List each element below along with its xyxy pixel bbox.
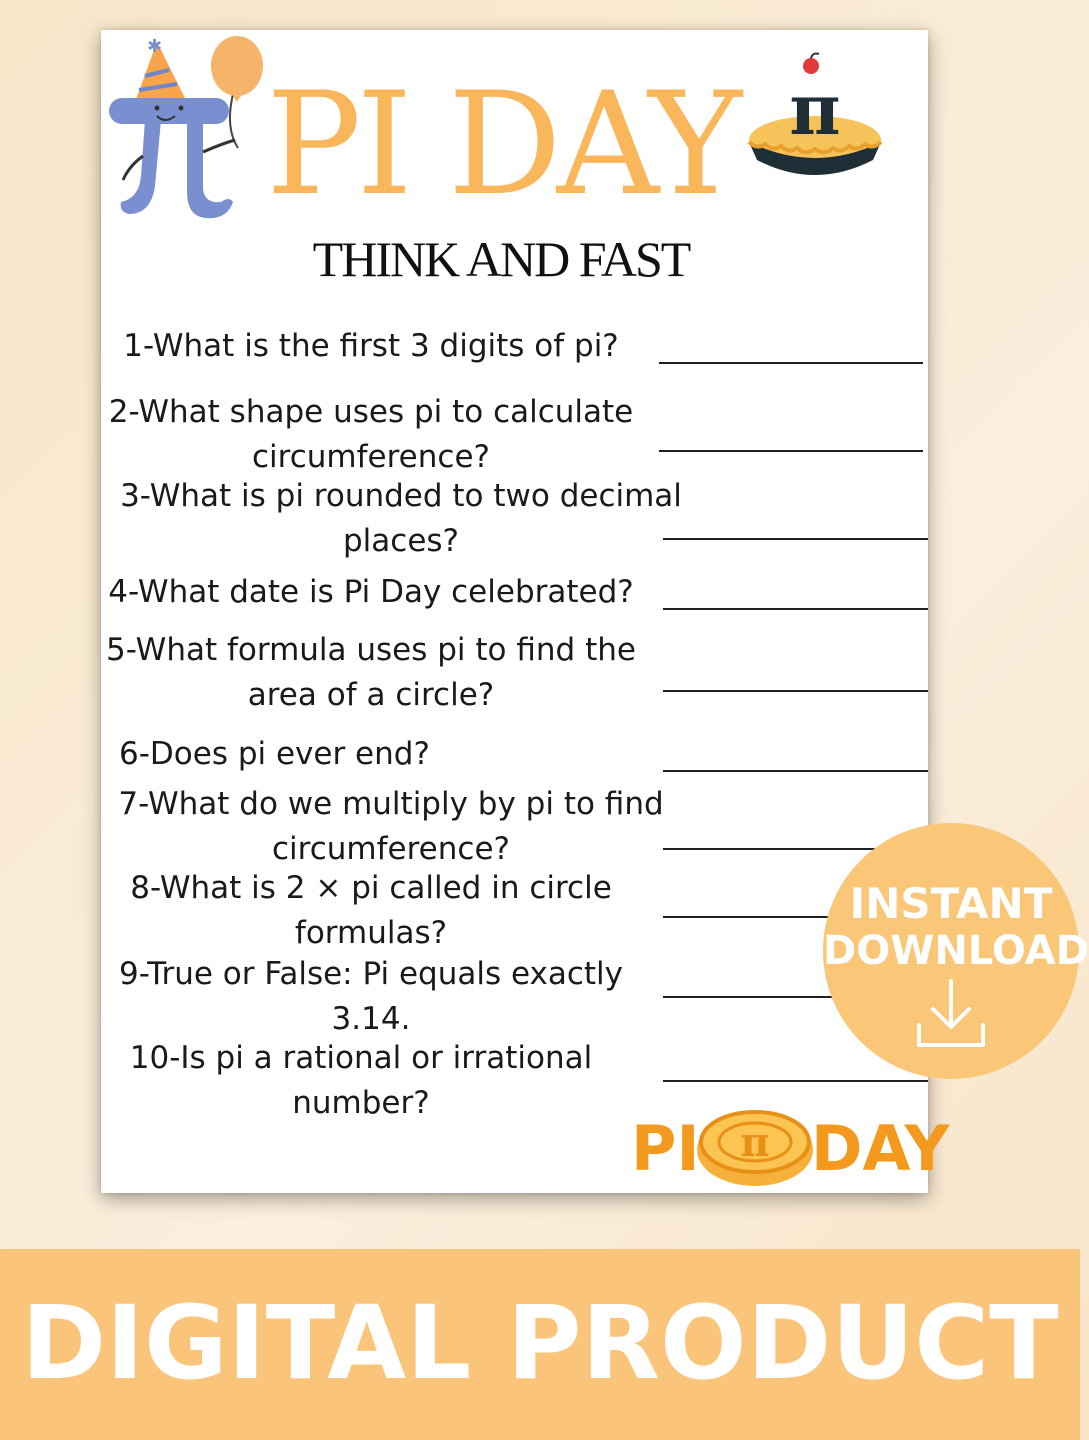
question-4 xyxy=(101,570,641,615)
pi-day-logo xyxy=(627,1098,950,1194)
answer-line-2[interactable] xyxy=(659,450,923,452)
question-3 xyxy=(101,474,701,564)
question-text: 7-What do we multiply by pi to find xyxy=(118,786,664,822)
question-text: 3.14. xyxy=(331,1001,411,1037)
question-2 xyxy=(101,390,641,480)
answer-line-4[interactable] xyxy=(663,608,928,610)
question-text: 5-What formula uses pi to find the xyxy=(106,632,636,668)
question-text: places? xyxy=(342,523,459,559)
pi-day-logo-symbol: π xyxy=(740,1119,770,1166)
question-9 xyxy=(101,952,641,1042)
question-text: 3-What is pi rounded to two decimal xyxy=(120,478,682,514)
question-text: 8-What is 2 × pi called in circle xyxy=(130,870,612,906)
worksheet-page xyxy=(101,30,950,1193)
question-text: 2-What shape uses pi to calculate xyxy=(108,394,634,430)
digital-product-banner xyxy=(0,1249,1080,1440)
answer-line-3[interactable] xyxy=(663,538,928,540)
question-text: circumference? xyxy=(272,831,510,867)
pi-day-logo-left: PI xyxy=(631,1112,700,1185)
question-text: formulas? xyxy=(294,915,448,951)
svg-text:π: π xyxy=(789,68,841,151)
page-title: PI DAY xyxy=(266,62,738,227)
question-1 xyxy=(101,324,641,369)
subtitle: THINK AND FAST xyxy=(312,231,690,287)
badge-line-1: INSTANT xyxy=(849,879,1053,928)
question-text: 9-True or False: Pi equals exactly xyxy=(119,956,623,992)
question-text: number? xyxy=(292,1085,430,1121)
question-text: 1-What is the first 3 digits of pi? xyxy=(123,328,619,364)
svg-text:✱: ✱ xyxy=(147,36,163,57)
download-icon xyxy=(911,975,991,1055)
question-10 xyxy=(101,1036,621,1126)
question-5 xyxy=(101,628,641,718)
pie-icon xyxy=(743,54,889,184)
instant-download-badge[interactable] xyxy=(823,823,1089,1079)
question-text: 4-What date is Pi Day celebrated? xyxy=(108,574,634,610)
badge-line-2: DOWNLOAD xyxy=(823,928,1089,974)
question-6 xyxy=(119,732,430,777)
answer-line-5[interactable] xyxy=(663,690,928,692)
question-text: 10-Is pi a rational or irrational xyxy=(129,1040,593,1076)
answer-line-1[interactable] xyxy=(659,362,923,364)
question-text: 6-Does pi ever end? xyxy=(119,736,430,772)
question-text: circumference? xyxy=(252,439,490,475)
pi-character-icon xyxy=(105,36,270,226)
pi-day-logo-right: DAY xyxy=(811,1112,950,1185)
question-7 xyxy=(101,782,681,872)
question-text: area of a circle? xyxy=(247,677,495,713)
banner-text: DIGITAL PRODUCT xyxy=(21,1284,1059,1403)
answer-line-6[interactable] xyxy=(663,770,928,772)
question-8 xyxy=(101,866,641,956)
answer-line-10[interactable] xyxy=(663,1080,928,1082)
